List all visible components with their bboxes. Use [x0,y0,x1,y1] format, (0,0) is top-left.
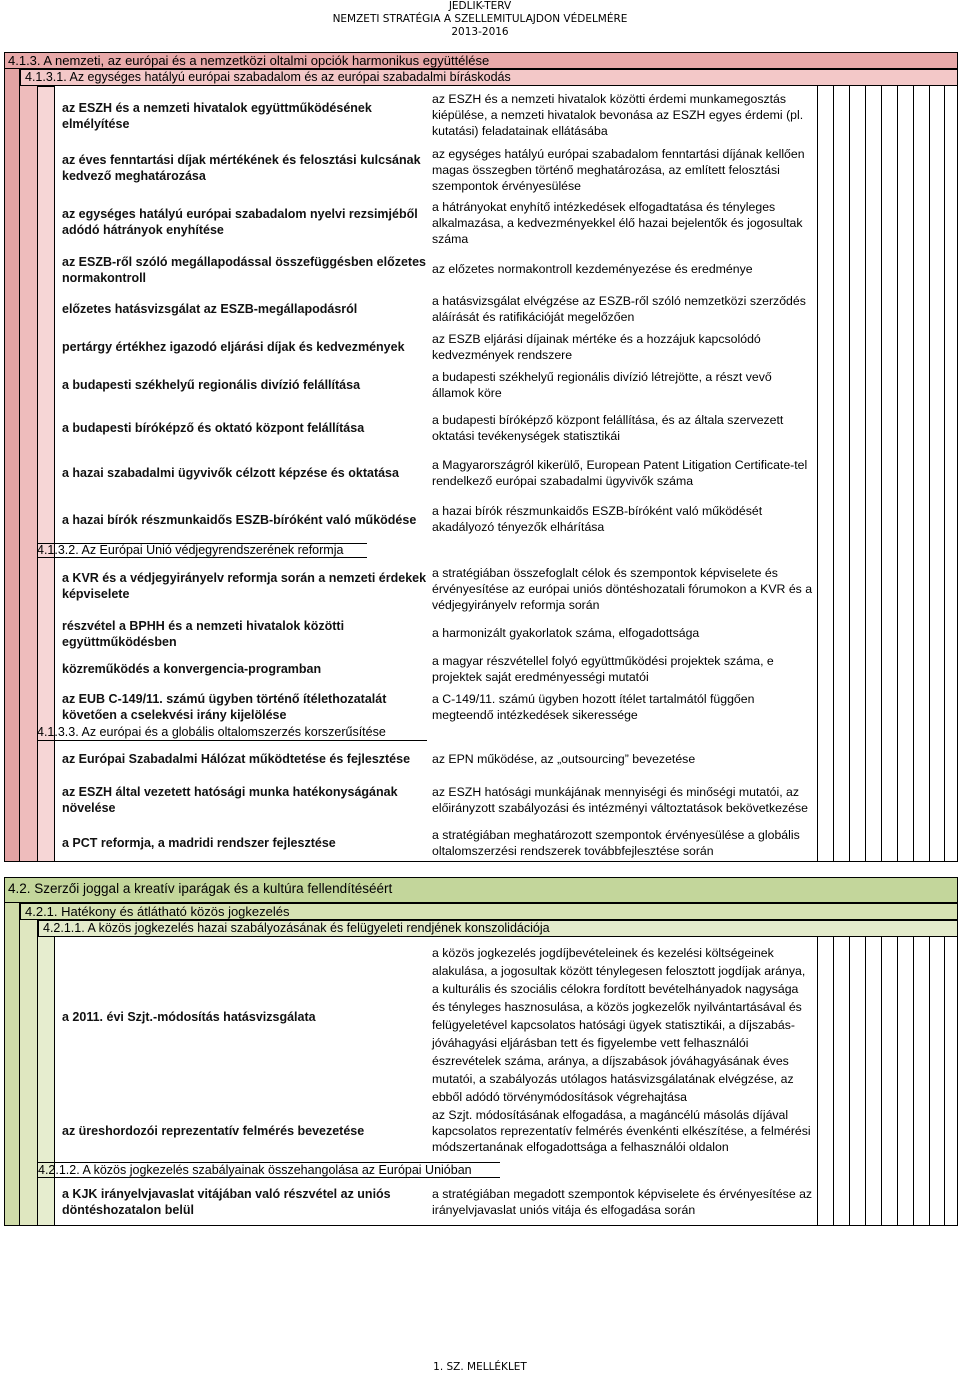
subsection-title: 4.2.1.2. A közös jogkezelés szabályainak összehangolása az Európai Unióban [38,1163,472,1177]
section-header-4-2 [4,877,958,903]
indicator-item: a stratégiában megadott szempontok képviselete és érvényesítése az irányelvjavaslat uniós vitája és elfogadása során [432,1187,813,1217]
gutter-level3 [38,920,55,1226]
measure-item: közreműködés a konvergencia-programban [62,662,322,676]
measure-item: az egységes hatályú európai szabadalom nyelvi rezsimjéből adódó hátrányok enyhítése [62,207,418,237]
measure-item: a hazai szabadalmi ügyvivők célzott képzése és oktatása [62,466,399,480]
indicator-item: a budapesti bíróképző központ felállítása, és az általa szervezett oktatási tevékenységek statisztikái [432,413,784,443]
measure-item: a PCT reformja, a madridi rendszer fejlesztése [62,836,336,850]
indicator-item: az előzetes normakontroll kezdeményezése és eredménye [432,262,753,276]
header-plan-name: JEDLIK-TERV [448,0,512,12]
document-header [0,0,960,39]
section-header-4-1-3 [4,52,958,69]
indicator-item: az egységes hatályú európai szabadalom fenntartási díjának kellően magas összegben történő meghatározása, az említett felosztási szempontok érvényesülése [432,147,805,193]
measure-item: az ESZH által vezetett hatósági munka hatékonyságának növelése [62,785,398,815]
subsection-title: 4.1.3.3. Az európai és a globális oltalomszerzés korszerűsítése [37,726,386,739]
measure-item: az üreshordozói reprezentatív felmérés bevezetése [62,1124,365,1138]
grid-line [881,86,882,862]
indicator-item: a harmonizált gyakorlatok száma, elfogadottsága [432,626,700,640]
grid-line [944,86,945,862]
measure-item: részvétel a BPHH és a nemzeti hivatalok közötti együttműködésben [62,619,345,649]
measure-item: az Európai Szabadalmi Hálózat működtetése és fejlesztése [62,752,411,766]
gutter-level2 [20,903,38,1226]
measure-item: az EUB C-149/11. számú ügyben történő ítélethozatalát követően a cselekvési irány kijelölése [62,692,387,722]
measure-item: a hazai bírók részmunkaidős ESZB-bíróként való működése [62,513,417,527]
indicator-item: a C-149/11. számú ügyben hozott ítélet tartalmától függően megteendő intézkedések sikeressége [432,692,755,722]
indicator-item: az EPN működése, az „outsourcing” bevezetése [432,752,696,766]
indicator-item: az Szjt. módosításának elfogadása, a magáncélú másolás díjával kapcsolatos reprezentatív felmérés évenkénti elkészítése, a felmérési módszertanának elfogadottsága a felhasználói oldalon [432,1108,811,1154]
grid-line [817,86,818,862]
grid-line [897,86,898,862]
grid-line [897,937,898,1226]
header-strategy-title: NEMZETI STRATÉGIA A SZELLEMITULAJDON VÉDELMÉRE [332,13,628,25]
grid-line [944,937,945,1226]
subsection-header-4-1-3-1 [20,69,958,86]
measure-item: pertárgy értékhez igazodó eljárási díjak és kedvezmények [62,340,405,354]
gutter-level3 [38,86,55,862]
grid-line [833,86,834,862]
grid-line [913,937,914,1226]
subsection-header-4-2-1-1 [38,920,958,937]
grid-line [849,86,850,862]
subsection-header-4-2-1-2 [38,1162,500,1178]
indicator-item: a budapesti székhelyű regionális divízió létrejötte, a részt vevő államok köre [432,370,772,400]
gutter-level1 [4,52,20,862]
measure-item: előzetes hatásvizsgálat az ESZB-megállapodásról [62,302,358,316]
subsection-title: 4.1.3.1. Az egységes hatályú európai szabadalom és az európai szabadalmi bíráskodás [25,70,511,84]
grid-line [833,937,834,1226]
measure-item: az ESZB-ről szóló megállapodással összefüggésben előzetes normakontroll [62,255,426,285]
indicator-item: az ESZH és a nemzeti hivatalok közötti érdemi munkamegosztás kiépülése, a nemzeti hivatalok bevonása az ESZH egyes érdemi (pl. kutatási) feladatainak ellátásába [432,92,804,138]
measure-item: a KVR és a védjegyirányelv reformja során a nemzeti érdekek képviselete [62,571,427,601]
indicator-item: a stratégiában összefoglalt célok és szempontok képviselete és érvényesítése az európai uniós döntéshozatali fórumokon a KVR és a védjegyirányelv reformja során [432,566,813,612]
indicator-item: az ESZH hatósági munkájának mennyiségi és minőségi mutatói, az előirányzott szabályozási és intézményi változtatások bekövetkezése [432,785,808,815]
measure-item: a budapesti bíróképző és oktató központ felállítása [62,421,365,435]
subsection-header-4-1-3-3 [37,726,427,741]
measure-item: az ESZH és a nemzeti hivatalok együttműködésének elmélyítése [62,101,372,131]
grid-line [929,86,930,862]
section-title: 4.1.3. A nemzeti, az európai és a nemzetközi oltalmi opciók harmonikus együttélése [8,53,490,68]
indicator-item: az ESZB eljárási díjainak mértéke és a hozzájuk kapcsolódó kedvezmények rendszere [432,332,761,362]
subsection-header-4-1-3-2 [37,543,367,558]
measure-item: a KJK irányelvjavaslat vitájában való részvétel az uniós döntéshozatalon belül [62,1187,391,1217]
subsection-title: 4.1.3.2. Az Európai Unió védjegyrendszerének reformja [37,543,344,557]
subsection-title: 4.2.1.1. A közös jogkezelés hazai szabályozásának és felügyeleti rendjének konszolidációja [43,921,550,935]
subsection-header-4-2-1 [20,903,958,920]
gutter-level1 [4,877,20,1226]
grid-line [865,86,866,862]
subsection-title: 4.2.1. Hatékony és átlátható közös jogkezelés [25,904,290,919]
grid-line [929,937,930,1226]
grid-line [849,937,850,1226]
indicator-item: a hazai bírók részmunkaidős ESZB-bíróként való működését akadályozó tényezők elhárítása [432,504,763,534]
indicator-item: a közös jogkezelés jogdíjbevételeinek és kezelési költségeinek alakulása, a jogosultak között ténylegesen felosztott jogdíjak aránya, a kulturális és szociális célokra fordított bevételhányadok nagysága és tényleges hasznosulása, a közös jogkezelők nyilvántartásával és felügyeletével kapcsolatos hatósági ügyek statisztikái, a díjszabás-jóváhagyási eljárásban tett és figyelembe vett felhasználói észrevételek száma, aránya, a díjszabások jóváhagyásának éves mutatói, a szabályozás utólagos hatásvizsgálatának elvégzése, az ebből adódó törvénymódosítások végrehajtása [432,946,806,1104]
gutter-level2 [20,69,38,862]
grid-line [817,937,818,1226]
document-footer: 1. SZ. MELLÉKLET [433,1361,527,1373]
indicator-item: a Magyarországról kikerülő, European Patent Litigation Certificate-tel rendelkező európai szabadalmi ügyvivők száma [432,458,808,488]
measure-item: a 2011. évi Szjt.-módosítás hatásvizsgálata [62,1010,316,1024]
indicator-item: a magyar részvétellel folyó együttműködési projektek száma, e projektek saját eredményességi mutatói [432,654,774,684]
grid-line [865,937,866,1226]
grid-line [913,86,914,862]
measure-item: az éves fenntartási díjak mértékének és felosztási kulcsának kedvező meghatározása [62,153,421,183]
section-title: 4.2. Szerzői joggal a kreatív iparágak és a kultúra fellendítéséért [8,881,393,896]
grid-line [881,937,882,1226]
measure-item: a budapesti székhelyű regionális divízió felállítása [62,378,361,392]
indicator-item: a hatásvizsgálat elvégzése az ESZB-ről szóló nemzetközi szerződés aláírását és ratifikációját megelőzően [432,294,806,324]
indicator-item: a hátrányokat enyhítő intézkedések elfogadtatása és tényleges alkalmazása, a kedvezményekkel élő hazai bejelentők és jogosultak száma [432,200,803,246]
header-period: 2013-2016 [451,26,509,38]
indicator-item: a stratégiában meghatározott szempontok érvényesülése a globális oltalomszerzési rendszerek továbbfejlesztése során [432,828,800,858]
